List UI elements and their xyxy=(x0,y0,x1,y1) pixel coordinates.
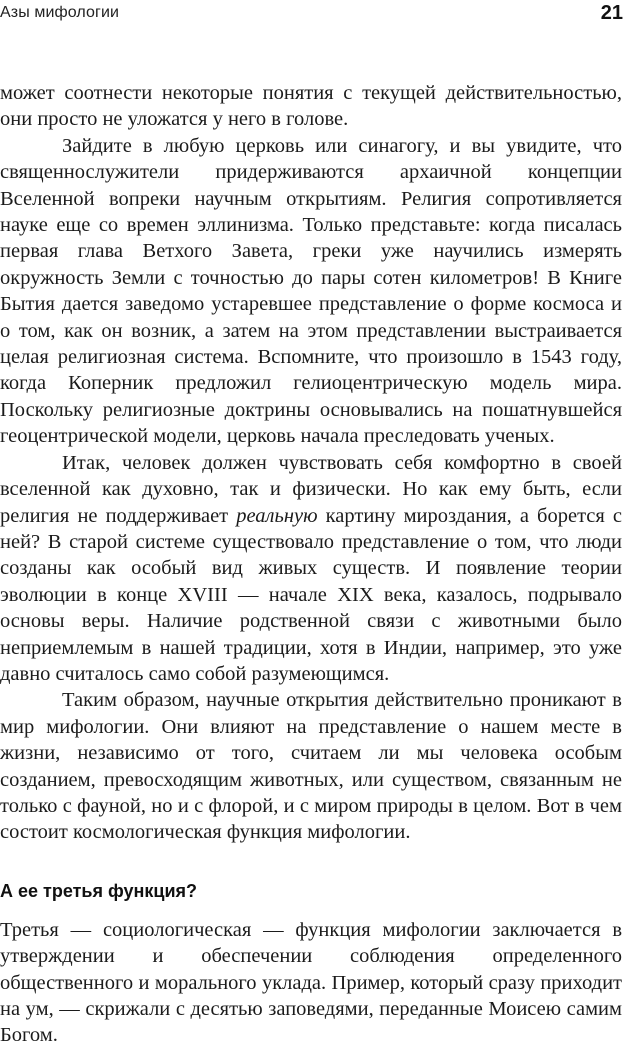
paragraph-universe-after: картину мироздания, а борется с ней? В старой системе существовало представление о том, что люди созданы как особый вид живых существ. И появление теории эволюции в конце XVIII — начале XIX века, казалось, подрывало основы веры. Наличие родственной связи с животными было неприемлемым в нашей традиции, хотя в Индии, например, это уже давно считалось само собой разумеющимся. xyxy=(0,504,622,685)
paragraph-cosmology: Таким образом, научные открытия действительно проникают в мир мифологии. Они влияют на представление о нашем месте в жизни, независимо от того, считаем ли мы человека особым созданием, превосходящим животных, или существом, связанным не только с фауной, но и с флорой, и с миром природы в целом. Вот в чем состоит космологическая функция мифологии. xyxy=(0,689,622,844)
paragraph-continuation: может соотнести некоторые понятия с текущей действительностью, они просто не уложатся у него в голове. xyxy=(0,82,622,131)
emphasis-real: реальную xyxy=(236,504,318,527)
paragraph-universe-before: Итак, человек должен чувствовать себя комфортно в своей вселенной как духовно, так и физически. Но как ему быть, если религия не поддерживает xyxy=(0,451,622,527)
paragraph-church: Зайдите в любую церковь или синагогу, и вы увидите, что священнослужители придерживаются архаичной концепции Вселенной вопреки научным открытиям. Религия сопротивляется науке еще со времен эллинизма. Только представьте: когда писалась первая глава Ветхого Завета, греки уже научились измерять окружность Земли с точностью до пары сотен километров! В Книге Бытия дается заведомо устаревшее представление о форме космоса и о том, как он возник, а затем на этом представлении выстраивается целая религиозная система. Вспомните, что произошло в 1543 году, когда Коперник предложил гелиоцентрическую модель мира. Поскольку религиозные доктрины основывались на пошатнувшейся геоцентрической модели, церковь начала преследовать ученых. xyxy=(0,134,622,448)
paragraph-sociology: Третья — социологическая — функция мифологии заключается в утверждении и обеспечении соблюдения определенного общественного и морального уклада. Пример, который сразу приходит на ум, — скрижали с десятью заповедями, переданные Моисею самим Богом. xyxy=(0,918,622,1047)
page-body xyxy=(0,80,622,1049)
page-number: 21 xyxy=(600,2,623,24)
running-title: Азы мифологии xyxy=(0,4,120,21)
paragraph-universe xyxy=(0,450,622,688)
section-heading: А ее третья функция? xyxy=(0,880,198,901)
